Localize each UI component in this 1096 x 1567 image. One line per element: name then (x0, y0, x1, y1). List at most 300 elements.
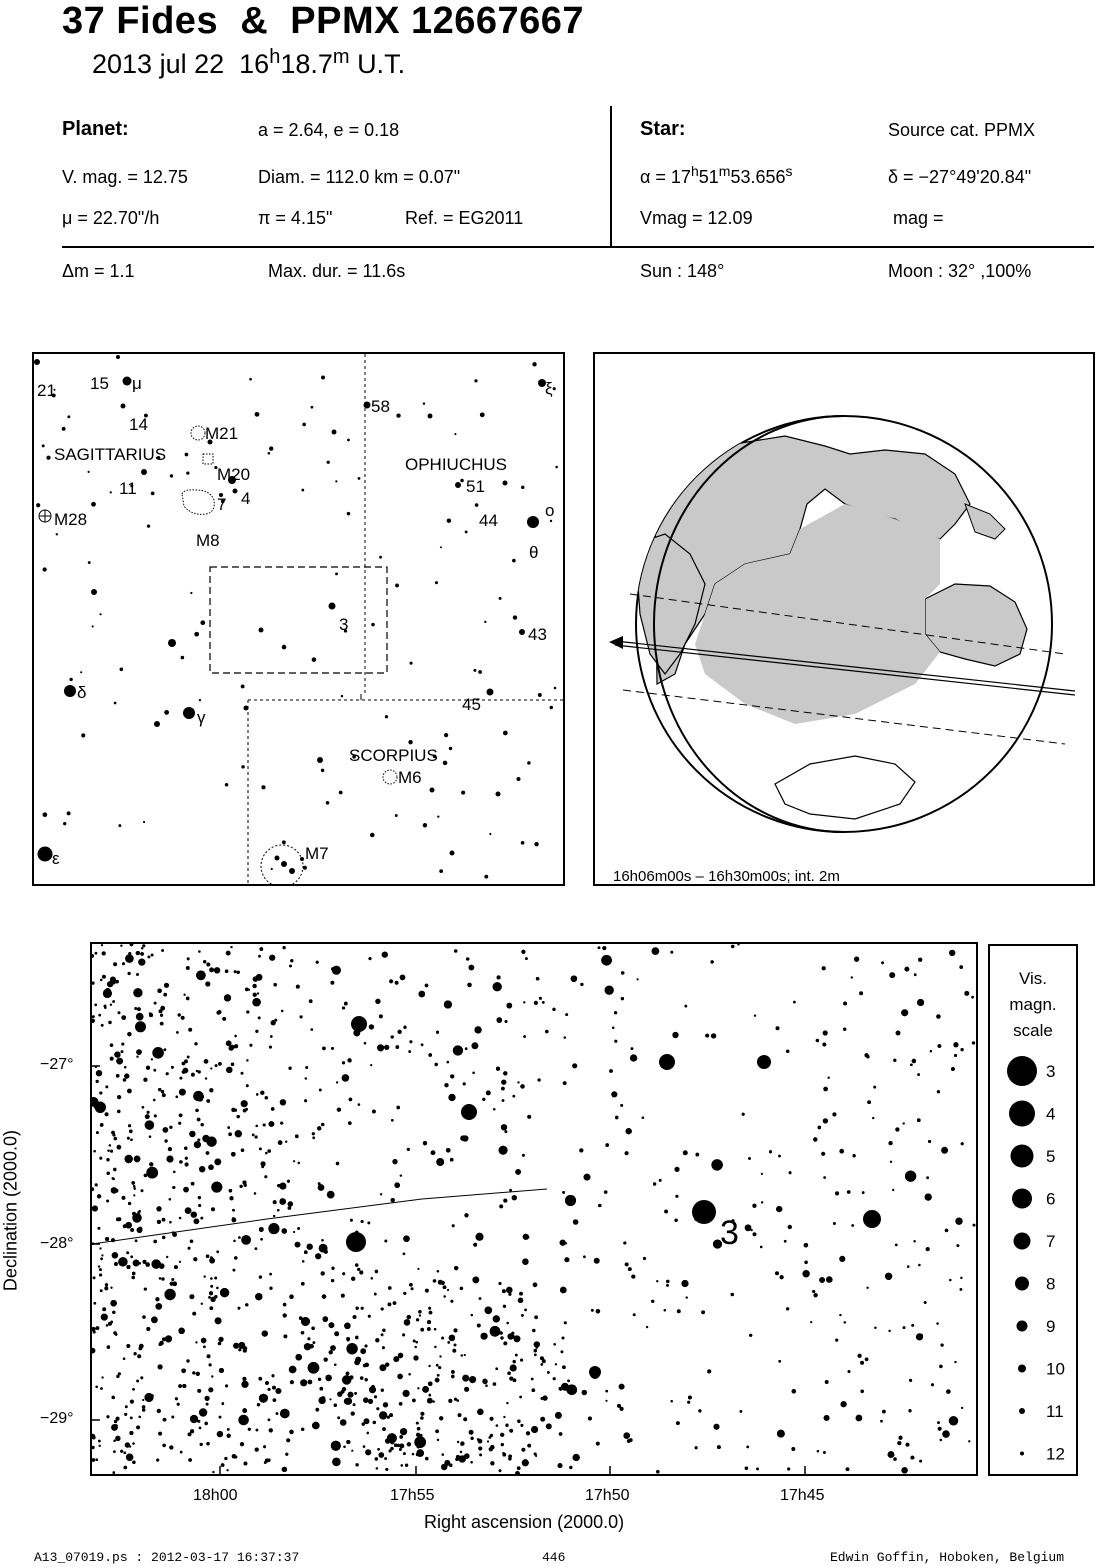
field-star (594, 1258, 600, 1264)
planet-vmag: V. mag. = 12.75 (62, 167, 188, 187)
magscale-dot (1011, 1145, 1034, 1168)
finder-star (435, 581, 438, 584)
field-star (200, 1443, 203, 1446)
magscale-dot (1020, 1452, 1024, 1456)
field-star (382, 952, 388, 958)
finder-star (532, 362, 536, 366)
field-star (510, 1364, 517, 1371)
field-star (347, 1339, 350, 1342)
field-star (810, 1321, 812, 1323)
event-sun: Sun : 148° (640, 261, 725, 281)
field-star (336, 1081, 338, 1083)
field-star (269, 1046, 272, 1049)
field-star (519, 1292, 523, 1296)
field-star (164, 1289, 175, 1300)
field-star (276, 1412, 279, 1415)
field-star (531, 1378, 534, 1381)
finder-star (34, 359, 40, 365)
field-star (163, 993, 167, 997)
field-star (136, 1013, 144, 1021)
field-star (416, 1422, 419, 1425)
field-star (218, 1010, 222, 1014)
magscale-value: 11 (1046, 1402, 1064, 1421)
field-star (399, 1402, 403, 1406)
field-star (656, 1470, 660, 1474)
field-star (112, 1303, 115, 1306)
field-star (192, 1312, 196, 1316)
field-star (670, 951, 673, 954)
field-star (469, 1376, 476, 1383)
field-star (283, 1334, 287, 1338)
field-star (130, 1417, 133, 1420)
field-star (539, 997, 542, 1000)
field-star (425, 1457, 428, 1460)
field-star (330, 981, 334, 985)
field-star (508, 1293, 511, 1296)
magscale-dot (1007, 1056, 1037, 1086)
field-star (200, 1095, 204, 1099)
field-star (823, 1030, 828, 1035)
finder-star (164, 710, 169, 715)
field-star (859, 991, 863, 995)
field-star (316, 961, 319, 964)
field-star (413, 1355, 418, 1360)
field-star (346, 1440, 350, 1444)
field-star (833, 1222, 836, 1225)
field-star (269, 955, 275, 961)
finder-star (91, 589, 97, 595)
field-star (731, 1293, 735, 1297)
field-star (621, 997, 624, 1000)
finder-star (444, 733, 448, 737)
field-star (596, 1442, 600, 1446)
field-star (674, 1219, 677, 1222)
field-star (186, 966, 190, 970)
field-star (149, 1013, 153, 1017)
finder-star (271, 868, 273, 870)
field-star (675, 1167, 680, 1172)
field-star (307, 1337, 310, 1340)
field-star (349, 1098, 353, 1102)
field-star (196, 1070, 198, 1072)
field-star (466, 957, 469, 960)
field-star (203, 960, 206, 963)
field-star (459, 1455, 466, 1462)
field-star (429, 1394, 432, 1397)
field-star (134, 1156, 141, 1163)
field-star (937, 1421, 940, 1424)
field-star (211, 1375, 213, 1377)
field-star (222, 1402, 225, 1405)
field-star (823, 1451, 826, 1454)
field-star (178, 1384, 182, 1388)
field-star (813, 1137, 817, 1141)
field-star (394, 1182, 400, 1188)
field-star (134, 1187, 136, 1189)
field-star (485, 1307, 493, 1315)
field-star (381, 1308, 384, 1311)
field-star (579, 1148, 583, 1152)
field-star (198, 1204, 201, 1207)
field-star (460, 1287, 463, 1290)
field-star (924, 1301, 927, 1304)
field-star (363, 1397, 369, 1403)
finder-star (478, 670, 482, 674)
field-star (262, 1331, 268, 1337)
field-star (903, 1326, 906, 1329)
finder-star (440, 546, 442, 548)
field-star (787, 1467, 790, 1470)
field-rectangle (210, 567, 387, 673)
field-star (254, 1192, 256, 1194)
field-star (145, 1393, 154, 1402)
field-star (408, 1373, 410, 1375)
field-star (562, 1365, 566, 1369)
finder-label: M28 (54, 510, 88, 529)
field-star (865, 1053, 869, 1057)
field-star (139, 1347, 143, 1351)
field-star (92, 1348, 95, 1353)
field-star (116, 1417, 120, 1421)
field-star (633, 1313, 636, 1316)
field-star (500, 1433, 504, 1437)
field-star (337, 1392, 342, 1397)
field-star (204, 1422, 208, 1426)
field-star (572, 1063, 577, 1068)
field-star (315, 1408, 319, 1412)
field-star (823, 1176, 826, 1179)
field-star (874, 1327, 876, 1329)
finder-star (92, 625, 94, 627)
field-star (171, 1278, 174, 1281)
field-star (826, 1276, 833, 1283)
field-star (334, 1331, 339, 1336)
field-star (835, 1191, 839, 1195)
field-star (206, 1403, 209, 1406)
field-star (105, 1237, 109, 1241)
finder-star (423, 823, 427, 827)
field-star (866, 1287, 868, 1289)
field-star (92, 954, 94, 958)
field-star (100, 1289, 103, 1292)
field-star (99, 1445, 101, 1447)
field-star (507, 1371, 511, 1375)
field-star (170, 1282, 174, 1286)
field-star (126, 1344, 130, 1348)
field-star (132, 1461, 135, 1464)
field-star (881, 961, 884, 964)
field-star (241, 1148, 245, 1152)
field-star (188, 1028, 192, 1032)
field-star (131, 1181, 135, 1185)
field-star (249, 1044, 252, 1047)
finder-star (186, 472, 189, 475)
field-star (110, 1150, 113, 1153)
field-star (564, 1321, 567, 1324)
field-star (345, 1398, 352, 1405)
field-star (243, 1349, 247, 1353)
field-star (154, 1002, 157, 1005)
field-star (567, 1380, 570, 1383)
field-star (296, 985, 300, 989)
field-star (139, 1416, 141, 1418)
field-star (273, 1398, 277, 1402)
field-star (454, 949, 458, 953)
field-star (269, 1273, 272, 1276)
field-star (272, 1374, 275, 1377)
field-star (191, 1212, 197, 1218)
field-star (524, 1309, 527, 1312)
field-star (143, 1078, 147, 1082)
field-star (388, 1286, 392, 1290)
field-star (609, 1069, 613, 1073)
field-star (382, 1329, 385, 1332)
field-star (941, 1147, 948, 1154)
field-star (324, 1358, 328, 1362)
planet-label: Planet: (62, 118, 129, 140)
field-star (953, 1042, 958, 1047)
field-star (356, 1307, 359, 1310)
field-star (108, 982, 111, 985)
field-star (936, 1322, 939, 1325)
field-star (490, 1326, 501, 1337)
field-star (162, 1218, 166, 1222)
field-star (196, 1372, 200, 1376)
field-star (452, 1224, 455, 1227)
field-star (812, 1290, 815, 1293)
finder-star (326, 801, 330, 805)
field-star (903, 1122, 905, 1124)
field-star (919, 1334, 923, 1338)
field-star (428, 1365, 430, 1367)
field-star (153, 1099, 155, 1101)
field-star (793, 1001, 796, 1004)
field-star (258, 1016, 261, 1019)
field-star (804, 1261, 808, 1265)
field-star (802, 1270, 809, 1277)
field-star (159, 1009, 163, 1013)
field-star (96, 1080, 99, 1083)
field-star (114, 1262, 118, 1266)
field-star (666, 1280, 669, 1283)
field-star (198, 1070, 201, 1073)
field-star (371, 1277, 374, 1280)
field-star (182, 1384, 186, 1388)
finder-star (410, 662, 413, 665)
field-star (285, 1453, 288, 1456)
alpha-prefix: α = 17 (640, 167, 691, 187)
field-star (290, 959, 293, 962)
field-star (605, 1400, 607, 1402)
field-star (711, 1033, 716, 1038)
field-star (143, 1260, 147, 1264)
field-star (149, 1136, 151, 1138)
field-star (281, 1010, 283, 1012)
field-star (92, 1446, 95, 1449)
field-star (389, 979, 393, 983)
field-star (265, 1096, 268, 1099)
field-star (612, 1027, 614, 1029)
field-star (207, 1354, 211, 1358)
field-star (210, 1067, 212, 1069)
star-vmag: Vmag = 12.09 (640, 208, 753, 228)
field-star (481, 1333, 488, 1340)
field-star (113, 1450, 116, 1453)
magscale-value: 6 (1046, 1189, 1056, 1209)
field-star (905, 1171, 916, 1182)
field-star (218, 1342, 222, 1346)
field-star (382, 1427, 386, 1431)
field-star (255, 1135, 258, 1138)
field-star (496, 1424, 498, 1426)
field-star (178, 1328, 184, 1334)
field-star (129, 1130, 133, 1134)
field-star (234, 1035, 236, 1037)
field-star (685, 1005, 688, 1008)
field-star (234, 1456, 237, 1459)
finder-star (534, 842, 538, 846)
finder-label: μ (132, 374, 142, 393)
field-star (623, 1242, 626, 1245)
finder-star (347, 512, 351, 516)
star-source: Source cat. PPMX (888, 120, 1036, 140)
field-star (643, 1257, 646, 1260)
field-star (368, 1399, 373, 1404)
field-star (841, 1401, 847, 1407)
field-star (188, 1432, 192, 1436)
field-star (132, 1388, 135, 1391)
field-star (195, 1341, 197, 1343)
finder-star (332, 430, 337, 435)
field-star (226, 1469, 228, 1471)
field-star (300, 1015, 303, 1018)
finder-label: M20 (217, 465, 251, 484)
field-star (526, 1431, 530, 1435)
field-star (514, 1335, 521, 1342)
field-star (895, 1127, 899, 1131)
field-star (615, 1116, 618, 1119)
field-star (205, 1396, 210, 1401)
field-star (500, 1336, 503, 1339)
field-star (238, 1342, 245, 1349)
field-star (322, 1047, 326, 1051)
field-star (133, 1185, 136, 1188)
field-star (231, 1063, 235, 1067)
field-star (214, 967, 220, 973)
field-star (473, 1243, 477, 1247)
field-star (372, 1110, 376, 1114)
field-star (95, 1183, 98, 1186)
field-star (523, 1001, 525, 1003)
globe-caption: 16h06m00s – 16h30m00s; int. 2m (613, 868, 840, 884)
field-star (399, 1444, 404, 1449)
star-field (92, 944, 976, 1474)
field-star (888, 1330, 890, 1332)
field-star (342, 1007, 345, 1010)
field-star (853, 1154, 856, 1157)
finder-star (80, 671, 82, 673)
field-star (101, 1254, 103, 1256)
field-star (463, 1082, 466, 1085)
field-star (141, 947, 143, 949)
magscale-value: 9 (1046, 1317, 1056, 1336)
field-star (432, 1400, 434, 1402)
field-star (311, 1028, 314, 1031)
field-star (312, 1136, 315, 1139)
field-star (377, 1044, 384, 1051)
field-star (187, 1056, 190, 1059)
field-star (332, 1458, 340, 1466)
field-star (584, 1174, 591, 1181)
event-dm: Δm = 1.1 (62, 261, 135, 281)
field-star (131, 1276, 135, 1280)
date-h-unit: h (269, 46, 281, 68)
field-star (464, 1213, 468, 1217)
field-star (435, 1378, 440, 1383)
finder-star (423, 402, 425, 404)
field-star (258, 955, 261, 958)
field-star (396, 1045, 400, 1049)
field-star (201, 1123, 204, 1126)
field-star (862, 1191, 865, 1194)
field-star (434, 1328, 436, 1330)
date-hours: 16 (239, 49, 270, 79)
field-star (280, 1122, 283, 1125)
field-star (614, 1011, 617, 1014)
field-star (376, 1467, 378, 1469)
field-star (163, 1127, 169, 1133)
field-star (104, 1007, 106, 1009)
field-star (198, 950, 201, 953)
finder-star (321, 375, 325, 379)
field-star (113, 1440, 115, 1442)
field-star (351, 1412, 355, 1416)
field-star (102, 951, 106, 955)
field-star (92, 1458, 95, 1462)
field-star (711, 1159, 722, 1170)
field-star (301, 1317, 310, 1326)
field-star (103, 989, 112, 998)
field-star (403, 1390, 410, 1397)
field-star (509, 1377, 513, 1381)
field-star (630, 1054, 637, 1061)
finder-star (110, 491, 112, 493)
field-star (253, 993, 257, 997)
field-star (355, 1263, 359, 1267)
field-star (259, 1227, 264, 1232)
field-star (151, 1316, 158, 1323)
field-star (420, 1328, 424, 1332)
field-star (913, 1240, 915, 1242)
field-star (490, 1461, 494, 1465)
finder-star (261, 785, 265, 789)
field-star (786, 1307, 789, 1310)
magscale-title-line1: Vis. (1018, 969, 1048, 988)
field-star (288, 1201, 293, 1206)
field-star (447, 1289, 449, 1291)
field-star (867, 1100, 871, 1104)
field-star (659, 1179, 662, 1182)
field-star (656, 1280, 658, 1282)
planet-diam: Diam. = 112.0 km = 0.07" (258, 167, 461, 187)
table-divider (610, 106, 612, 248)
field-star (111, 1424, 118, 1431)
field-star (788, 1225, 792, 1229)
field-star (437, 1374, 440, 1377)
field-star (418, 1310, 422, 1314)
finder-star (67, 415, 70, 418)
finder-star (200, 620, 205, 625)
